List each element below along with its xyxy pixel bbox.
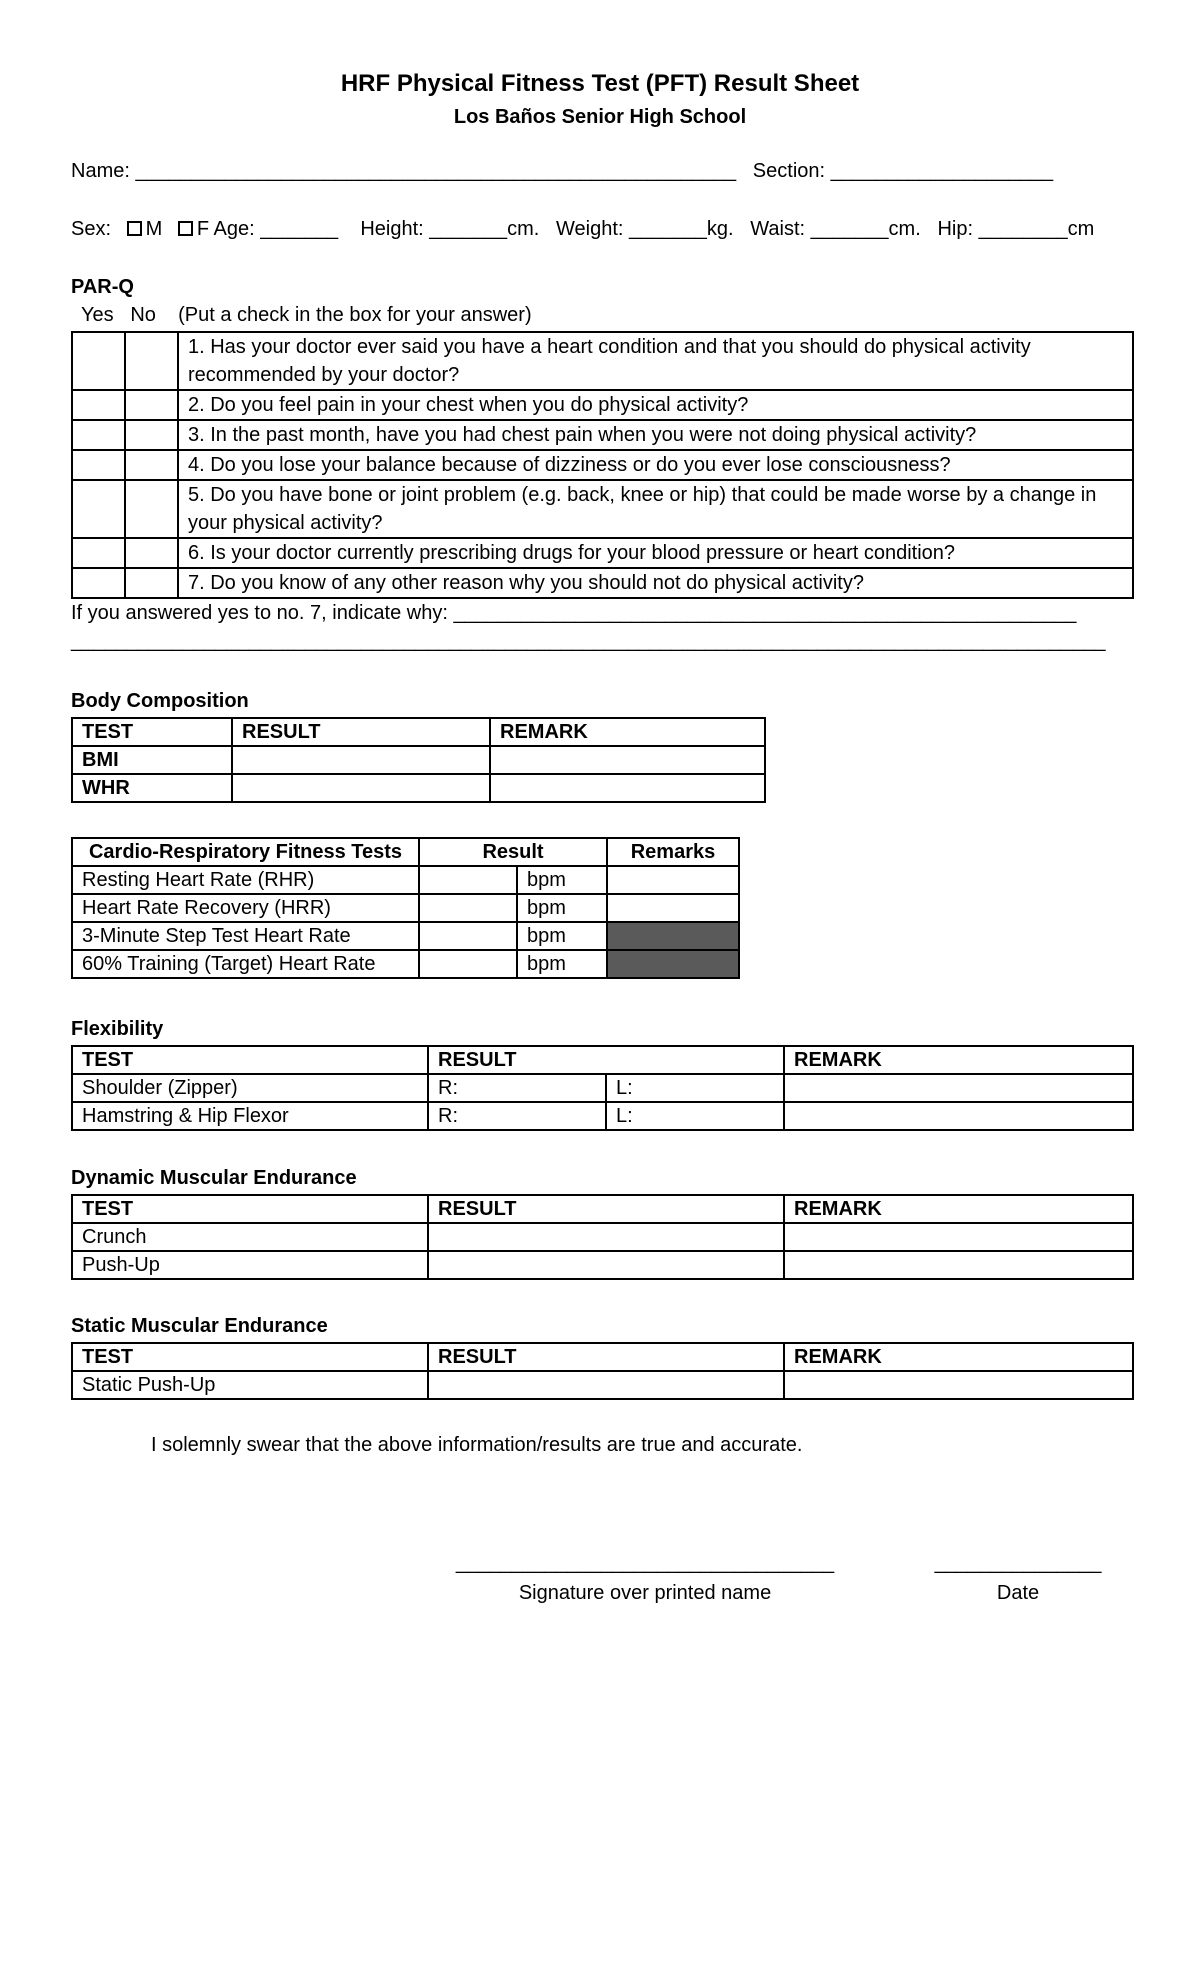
table-header-row: [72, 838, 739, 866]
left-result-cell[interactable]: L:: [606, 1102, 784, 1130]
name-section-row: [71, 160, 1053, 183]
dynamic-endurance-table: [71, 1194, 1134, 1280]
parq-no-checkbox[interactable]: [125, 480, 178, 538]
result-cell[interactable]: [428, 1371, 784, 1399]
section-label: Section:: [752, 160, 826, 182]
unit-label: bpm: [517, 922, 607, 950]
parq-yes-checkbox[interactable]: [72, 538, 125, 568]
table-row: [72, 1223, 1133, 1251]
table-row: [72, 568, 1133, 598]
remark-cell[interactable]: [784, 1223, 1133, 1251]
parq-question: 1. Has your doctor ever said you have a heart condition and that you should do physical activity recommended by your doctor?: [178, 332, 1133, 390]
oath-statement: I solemnly swear that the above information/results are true and accurate.: [151, 1434, 803, 1456]
right-result-cell[interactable]: R:: [428, 1102, 606, 1130]
parq-no-checkbox[interactable]: [125, 450, 178, 480]
row-label: Hamstring & Hip Flexor: [72, 1102, 428, 1130]
parq-followup-row: [71, 602, 1076, 625]
name-field[interactable]: ______________________________________________________: [135, 160, 737, 182]
table-row: [72, 894, 739, 922]
table-header-row: [72, 1046, 1133, 1074]
table-row: [72, 746, 765, 774]
body-composition-table: [71, 717, 766, 803]
flexibility-heading: Flexibility: [71, 1018, 164, 1040]
table-row: [72, 1251, 1133, 1279]
parq-yes-checkbox[interactable]: [72, 332, 125, 390]
hip-field[interactable]: ________: [978, 218, 1068, 240]
row-label: Resting Heart Rate (RHR): [72, 866, 419, 894]
table-row: [72, 1371, 1133, 1399]
remarks-cell[interactable]: [607, 894, 739, 922]
name-label: Name:: [71, 160, 130, 182]
column-header: TEST: [72, 718, 232, 746]
date-label: Date: [996, 1582, 1040, 1604]
demographics-row: [71, 218, 1094, 241]
column-header: Remarks: [607, 838, 739, 866]
dynamic-endurance-heading: Dynamic Muscular Endurance: [71, 1167, 357, 1189]
table-header-row: [72, 1343, 1133, 1371]
parq-no-checkbox[interactable]: [125, 538, 178, 568]
row-label: 60% Training (Target) Heart Rate: [72, 950, 419, 978]
table-row: [72, 774, 765, 802]
parq-question: 7. Do you know of any other reason why you should not do physical activity?: [178, 568, 1133, 598]
waist-unit: cm.: [888, 218, 921, 240]
sex-label: Sex:: [71, 218, 112, 240]
result-cell[interactable]: [419, 950, 517, 978]
table-row: [72, 1102, 1133, 1130]
parq-yes-checkbox[interactable]: [72, 450, 125, 480]
result-cell[interactable]: [419, 894, 517, 922]
result-cell[interactable]: [232, 746, 490, 774]
column-header: REMARK: [784, 1046, 1133, 1074]
static-endurance-heading: Static Muscular Endurance: [71, 1315, 328, 1337]
row-label: Shoulder (Zipper): [72, 1074, 428, 1102]
row-label: BMI: [72, 746, 232, 774]
remark-cell[interactable]: [784, 1074, 1133, 1102]
column-header: Cardio-Respiratory Fitness Tests: [72, 838, 419, 866]
row-label: 3-Minute Step Test Heart Rate: [72, 922, 419, 950]
parq-no-checkbox[interactable]: [125, 332, 178, 390]
table-header-row: [72, 718, 765, 746]
table-row: [72, 332, 1133, 390]
signature-label: Signature over printed name: [518, 1582, 772, 1604]
remark-cell[interactable]: [784, 1371, 1133, 1399]
weight-field[interactable]: _______: [629, 218, 707, 240]
height-unit: cm.: [507, 218, 540, 240]
table-row: [72, 922, 739, 950]
result-cell[interactable]: [419, 922, 517, 950]
body-composition-heading: Body Composition: [71, 690, 249, 712]
parq-yes-label: Yes: [81, 304, 114, 326]
column-header: RESULT: [428, 1195, 784, 1223]
unit-label: bpm: [517, 866, 607, 894]
parq-instruction: (Put a check in the box for your answer): [178, 304, 532, 326]
parq-no-checkbox[interactable]: [125, 420, 178, 450]
row-label: Static Push-Up: [72, 1371, 428, 1399]
remark-cell[interactable]: [490, 746, 765, 774]
page-title: HRF Physical Fitness Test (PFT) Result Sheet: [340, 70, 860, 97]
parq-question: 3. In the past month, have you had chest pain when you were not doing physical activity?: [178, 420, 1133, 450]
table-row: [72, 420, 1133, 450]
age-field[interactable]: _______: [260, 218, 339, 240]
table-row: [72, 390, 1133, 420]
hip-label: Hip:: [937, 218, 974, 240]
parq-yes-checkbox[interactable]: [72, 390, 125, 420]
flexibility-table: [71, 1045, 1134, 1131]
parq-column-labels: [81, 304, 532, 327]
shaded-cell: [607, 950, 739, 978]
sex-f-checkbox[interactable]: [178, 221, 193, 236]
parq-yes-checkbox[interactable]: [72, 420, 125, 450]
right-result-cell[interactable]: R:: [428, 1074, 606, 1102]
column-header: RESULT: [428, 1046, 784, 1074]
table-header-row: [72, 1195, 1133, 1223]
date-field[interactable]: _______________: [934, 1552, 1102, 1574]
column-header: RESULT: [428, 1343, 784, 1371]
result-cell[interactable]: [232, 774, 490, 802]
table-row: [72, 480, 1133, 538]
column-header: TEST: [72, 1195, 428, 1223]
signature-field[interactable]: __________________________________: [455, 1552, 835, 1574]
weight-unit: kg.: [706, 218, 734, 240]
parq-question: 6. Is your doctor currently prescribing drugs for your blood pressure or heart condition?: [178, 538, 1133, 568]
column-header: REMARK: [490, 718, 765, 746]
parq-question: 2. Do you feel pain in your chest when you do physical activity?: [178, 390, 1133, 420]
row-label: Push-Up: [72, 1251, 428, 1279]
unit-label: bpm: [517, 894, 607, 922]
remark-cell[interactable]: [490, 774, 765, 802]
result-cell[interactable]: [428, 1223, 784, 1251]
parq-followup-label: If you answered yes to no. 7, indicate why:: [71, 602, 448, 624]
age-label: Age:: [213, 218, 255, 240]
remark-cell[interactable]: [784, 1102, 1133, 1130]
remarks-cell[interactable]: [607, 866, 739, 894]
waist-field[interactable]: _______: [810, 218, 889, 240]
remark-cell[interactable]: [784, 1251, 1133, 1279]
table-row: [72, 538, 1133, 568]
sex-f-label: F: [196, 218, 210, 240]
waist-label: Waist:: [750, 218, 806, 240]
height-field[interactable]: _______: [429, 218, 508, 240]
parq-no-label: No: [130, 304, 156, 326]
parq-followup-field[interactable]: ________________________________________________________: [453, 602, 1077, 624]
left-result-cell[interactable]: L:: [606, 1074, 784, 1102]
static-endurance-table: [71, 1342, 1134, 1400]
table-row: [72, 950, 739, 978]
height-label: Height:: [360, 218, 424, 240]
row-label: WHR: [72, 774, 232, 802]
table-row: [72, 1074, 1133, 1102]
row-label: Crunch: [72, 1223, 428, 1251]
table-row: [72, 866, 739, 894]
column-header: REMARK: [784, 1343, 1133, 1371]
table-row: [72, 450, 1133, 480]
weight-label: Weight:: [556, 218, 624, 240]
column-header: REMARK: [784, 1195, 1133, 1223]
parq-yes-checkbox[interactable]: [72, 568, 125, 598]
school-name: Los Baños Senior High School: [453, 106, 747, 128]
parq-table: [71, 331, 1134, 599]
parq-no-checkbox[interactable]: [125, 568, 178, 598]
cardio-table: [71, 837, 740, 979]
column-header: RESULT: [232, 718, 490, 746]
result-cell[interactable]: [428, 1251, 784, 1279]
column-header: TEST: [72, 1343, 428, 1371]
result-cell[interactable]: [419, 866, 517, 894]
shaded-cell: [607, 922, 739, 950]
parq-question: 4. Do you lose your balance because of dizziness or do you ever lose consciousness?: [178, 450, 1133, 480]
parq-heading: PAR-Q: [71, 276, 134, 298]
hip-unit: cm: [1067, 218, 1095, 240]
unit-label: bpm: [517, 950, 607, 978]
parq-question: 5. Do you have bone or joint problem (e.g. back, knee or hip) that could be made worse by a change in your physical activity?: [178, 480, 1133, 538]
section-field[interactable]: ____________________: [830, 160, 1054, 182]
column-header: TEST: [72, 1046, 428, 1074]
sex-m-checkbox[interactable]: [127, 221, 142, 236]
sex-m-label: M: [145, 218, 163, 240]
column-header: Result: [419, 838, 607, 866]
row-label: Heart Rate Recovery (HRR): [72, 894, 419, 922]
parq-no-checkbox[interactable]: [125, 390, 178, 420]
parq-followup-line2[interactable]: _____________________________________________________________________________________________: [71, 630, 1106, 652]
parq-yes-checkbox[interactable]: [72, 480, 125, 538]
